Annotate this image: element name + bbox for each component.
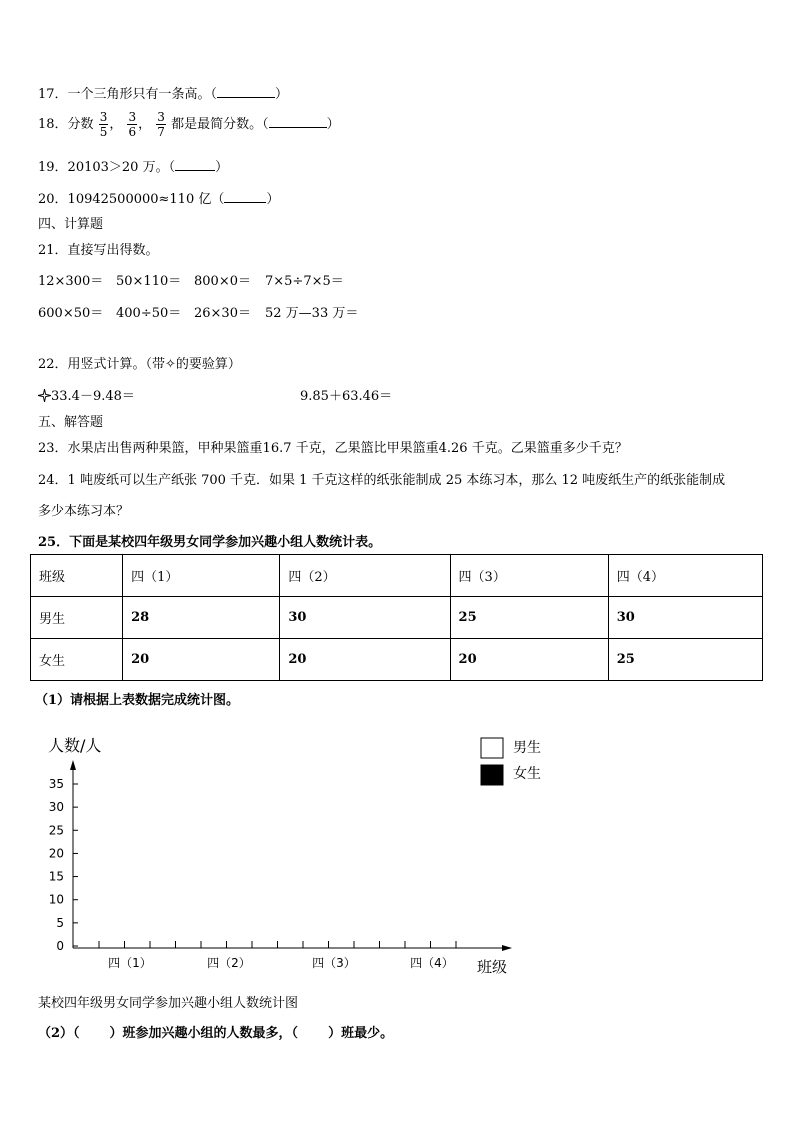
x-tick-label: 四（2） [207, 956, 251, 970]
calc-item: 12×300＝ [38, 274, 104, 289]
calc-item: 800×0＝ [194, 274, 251, 289]
question-20: 20．10942500000≈110 亿（ ） [38, 192, 280, 207]
legend-label-girls: 女生 [513, 766, 541, 782]
calc-item: 50×110＝ [116, 274, 182, 289]
table-cell: 28 [123, 597, 280, 639]
x-tick-label: 四（4） [410, 956, 454, 970]
question-25-part2: （2）（ ）班参加兴趣小组的人数最多，（ ）班最少。 [38, 1026, 394, 1041]
question-24-line2: 多少本练习本？ [38, 504, 130, 519]
table-cell: 男生 [31, 597, 123, 639]
table-cell: 四（4） [608, 555, 762, 597]
y-axis-label: 人数/人 [48, 736, 102, 755]
calc-item: 7×5÷7×5＝ [265, 274, 344, 289]
calc-item: 26×30＝ [194, 306, 251, 321]
x-axis-arrow [502, 945, 512, 951]
question-22-title: 22．用竖式计算。（带✧的要验算） [38, 357, 241, 372]
x-tick-label: 四（3） [312, 956, 356, 970]
section-heading: 五、解答题 [38, 415, 104, 430]
y-tick-label: 35 [48, 777, 64, 791]
table-cell: 30 [608, 597, 762, 639]
y-axis-arrow [70, 760, 76, 770]
table-cell: 25 [608, 639, 762, 681]
y-tick-label: 25 [48, 823, 64, 838]
table-row [31, 639, 763, 681]
star-icon [38, 389, 51, 402]
question-24-line1: 24．1 吨废纸可以生产纸张 700 千克．如果 1 千克这样的纸张能制成 25 本练习本，那么 12 吨废纸生产的纸张能制成 [38, 473, 726, 488]
table-cell: 四（1） [123, 555, 280, 597]
answer-blank[interactable] [224, 190, 266, 203]
bar-chart [0, 725, 794, 980]
table-cell: 班级 [31, 555, 123, 597]
table-cell: 30 [280, 597, 450, 639]
question-22-item2: 9.85＋63.46＝ [300, 389, 393, 404]
calc-item: 52 万—33 万＝ [265, 306, 359, 321]
table-cell: 20 [123, 639, 280, 681]
table-cell: 四（2） [280, 555, 450, 597]
legend-swatch-girls [481, 765, 503, 785]
question-18: 18．分数 $\frac{3}{5}$ ， $\frac{3}{6}$ ， $\frac{3}{7}$ 都是最简分数。（ ） [38, 110, 340, 139]
y-tick-label: 5 [56, 915, 64, 930]
calc-item: 400÷50＝ [116, 306, 182, 321]
y-tick-label: 10 [48, 892, 64, 907]
fraction: $\frac{3}{5}$ [99, 110, 108, 139]
table-cell: 20 [450, 639, 608, 681]
table-cell: 25 [450, 597, 608, 639]
y-tick-label: 30 [48, 800, 64, 815]
calc-item: 600×50＝ [38, 306, 104, 321]
y-tick-label: 20 [48, 846, 64, 861]
question-25-part1: （1）请根据上表数据完成统计图。 [35, 693, 240, 708]
question-23: 23．水果店出售两种果篮，甲种果篮重16.7 千克，乙果篮比甲果篮重4.26 千克。乙果篮重多少千克？ [38, 441, 628, 456]
x-axis-label: 班级 [477, 958, 508, 976]
question-19: 19．20103＞20 万。（ ） [38, 160, 229, 175]
table-row [31, 597, 763, 639]
fraction: $\frac{3}{7}$ [157, 110, 165, 139]
legend-label-boys: 男生 [513, 740, 541, 756]
y-tick-label: 15 [48, 869, 64, 884]
y-tick-label: 0 [56, 939, 64, 953]
question-22-item1: 33.4－9.48＝ [38, 385, 135, 404]
answer-blank[interactable] [175, 158, 215, 171]
x-tick-label: 四（1） [108, 956, 152, 970]
answer-blank[interactable] [217, 85, 275, 98]
table-cell: 女生 [31, 639, 123, 681]
stats-table [30, 554, 763, 681]
legend-swatch-boys [481, 738, 503, 758]
table-header-row [31, 555, 763, 597]
table-cell: 四（3） [450, 555, 608, 597]
question-21-title: 21．直接写出得数。 [38, 243, 159, 258]
question-17: 17．一个三角形只有一条高。（ ） [38, 87, 289, 102]
question-25-title: 25．下面是某校四年级男女同学参加兴趣小组人数统计表。 [38, 535, 382, 550]
section-heading: 四、计算题 [38, 217, 104, 232]
table-cell: 20 [280, 639, 450, 681]
answer-blank[interactable] [269, 115, 327, 128]
chart-title: 某校四年级男女同学参加兴趣小组人数统计图 [38, 996, 299, 1011]
fraction: $\frac{3}{6}$ [128, 110, 137, 139]
